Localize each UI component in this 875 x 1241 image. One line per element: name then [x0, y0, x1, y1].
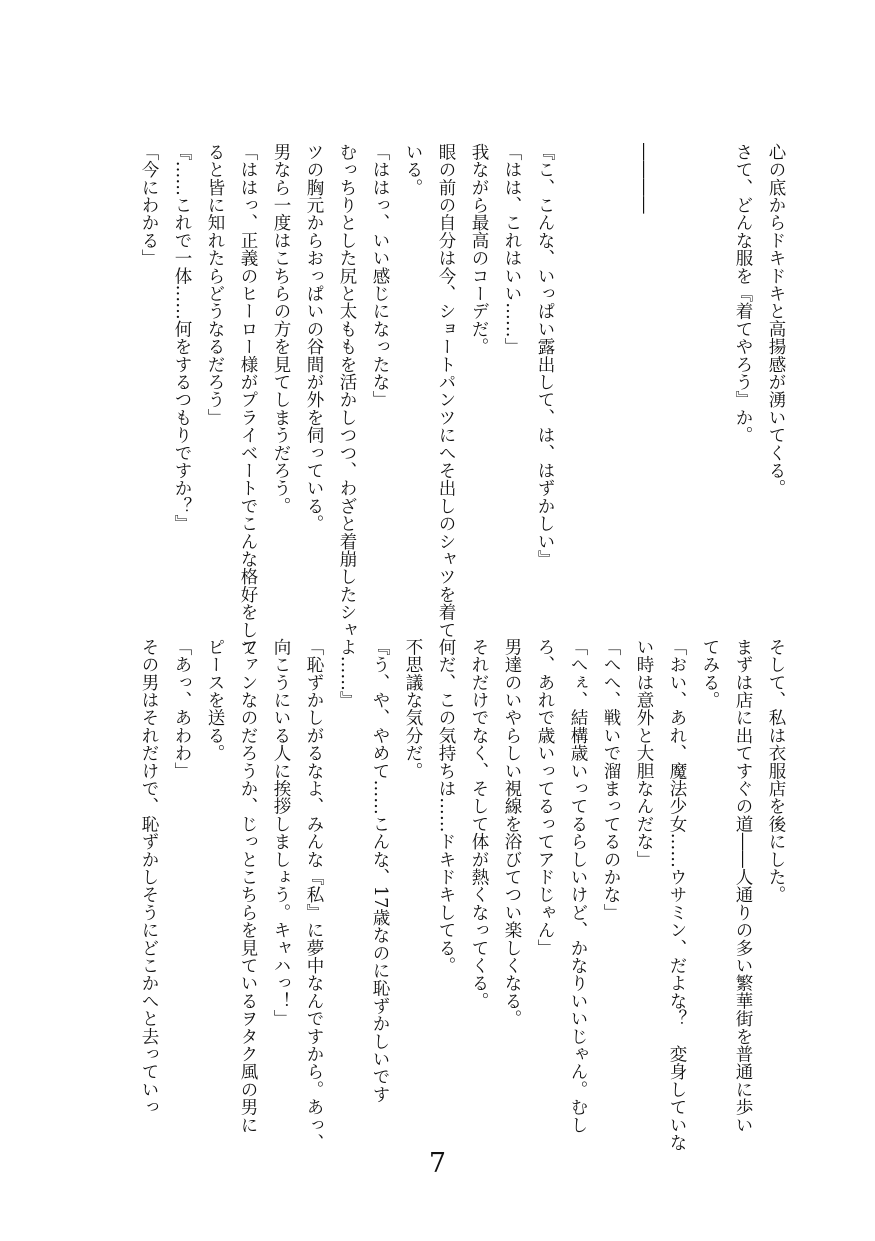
- text-line: むっちりとした尻と太ももを活かしつつ、わざと着崩したシャ: [337, 143, 357, 639]
- text-line: 「今にわかる」: [139, 143, 159, 267]
- text-line: そして、私は衣服店を後にした。: [766, 638, 786, 904]
- text-line: 眼の前の自分は今、ショートパンツにへそ出しのシャツを着て: [436, 143, 456, 639]
- text-line: 「へぇ、結構歳いってるらしいけど、かなりいいじゃん。むし: [568, 638, 588, 1134]
- text-block-lower: [132, 638, 792, 1152]
- text-line: 男達のいやらしい視線を浴びてつい楽しくなる。: [502, 638, 522, 1028]
- text-line: 「はは、これはいい……」: [502, 143, 522, 356]
- blank-line: [561, 143, 594, 553]
- text-line: ピースを送る。: [205, 638, 225, 762]
- blank-line: [594, 143, 627, 553]
- text-line: ると皆に知れたらどうなるだろう」: [205, 143, 225, 427]
- text-line: ツの胸元からおっぱいの谷間が外を伺っている。: [304, 143, 324, 533]
- text-block-upper: [132, 143, 792, 657]
- text-line: さて、どんな服を『着てやろう』か。: [733, 143, 753, 444]
- text-line: 「へへ、戦いで溜まってるのかな」: [601, 638, 621, 922]
- text-line: い時は意外と大胆なんだな」: [634, 638, 654, 869]
- text-line: よ……』: [337, 638, 357, 709]
- text-line: 男なら一度はこちらの方を見てしまうだろう。: [271, 143, 291, 515]
- text-line: 『……これで一体……何をするつもりですか？』: [172, 143, 192, 533]
- text-line: 「恥ずかしがるなよ、みんな『私』に夢中なんですから。あっ、: [304, 638, 324, 1152]
- text-line: 「ははっ、いい感じになったな」: [370, 143, 390, 409]
- text-line: いる。: [403, 143, 423, 197]
- text-line: 「ははっ、正義のヒーロー様がプライベートでこんな格好をして: [238, 143, 258, 657]
- text-line: まずは店に出てすぐの道――人通りの多い繁華街を普通に歩い: [733, 638, 753, 1134]
- text-line: 「あっ、あわわ」: [172, 638, 192, 780]
- text-line: 向こうにいる人に挨拶しましょう。キャハっ！」: [271, 638, 291, 1028]
- text-line: てみる。: [700, 638, 720, 709]
- text-line: 我ながら最高のコーデだ。: [469, 143, 489, 356]
- text-line: ろ、あれで歳いってるってアドじゃん」: [535, 638, 555, 957]
- text-line: 『こ、こんな、いっぱい露出して、は、はずかしい』: [535, 143, 555, 568]
- text-line: ――――: [634, 143, 654, 214]
- text-line: ファンなのだろうか、じっとこちらを見ているヲタク風の男に: [238, 638, 258, 1134]
- text-line: 「おい、あれ、魔法少女……ウサミン、だよな？ 変身していな: [667, 638, 687, 1152]
- text-line: その男はそれだけで、恥ずかしそうにどこかへと去っていっ: [139, 638, 159, 1116]
- text-line: 『う、や、やめて……こんな、17歳なのに恥ずかしいです: [370, 638, 390, 1104]
- text-line: 心の底からドキドキと高揚感が湧いてくる。: [766, 143, 786, 497]
- blank-line: [693, 143, 726, 553]
- text-line: それだけでなく、そして体が熱くなってくる。: [469, 638, 489, 1010]
- page-number: 7: [428, 1148, 447, 1179]
- blank-line: [660, 143, 693, 553]
- text-line: 何だ、この気持ちは……ドキドキしてる。: [436, 638, 456, 975]
- text-line: 不思議な気分だ。: [403, 638, 423, 780]
